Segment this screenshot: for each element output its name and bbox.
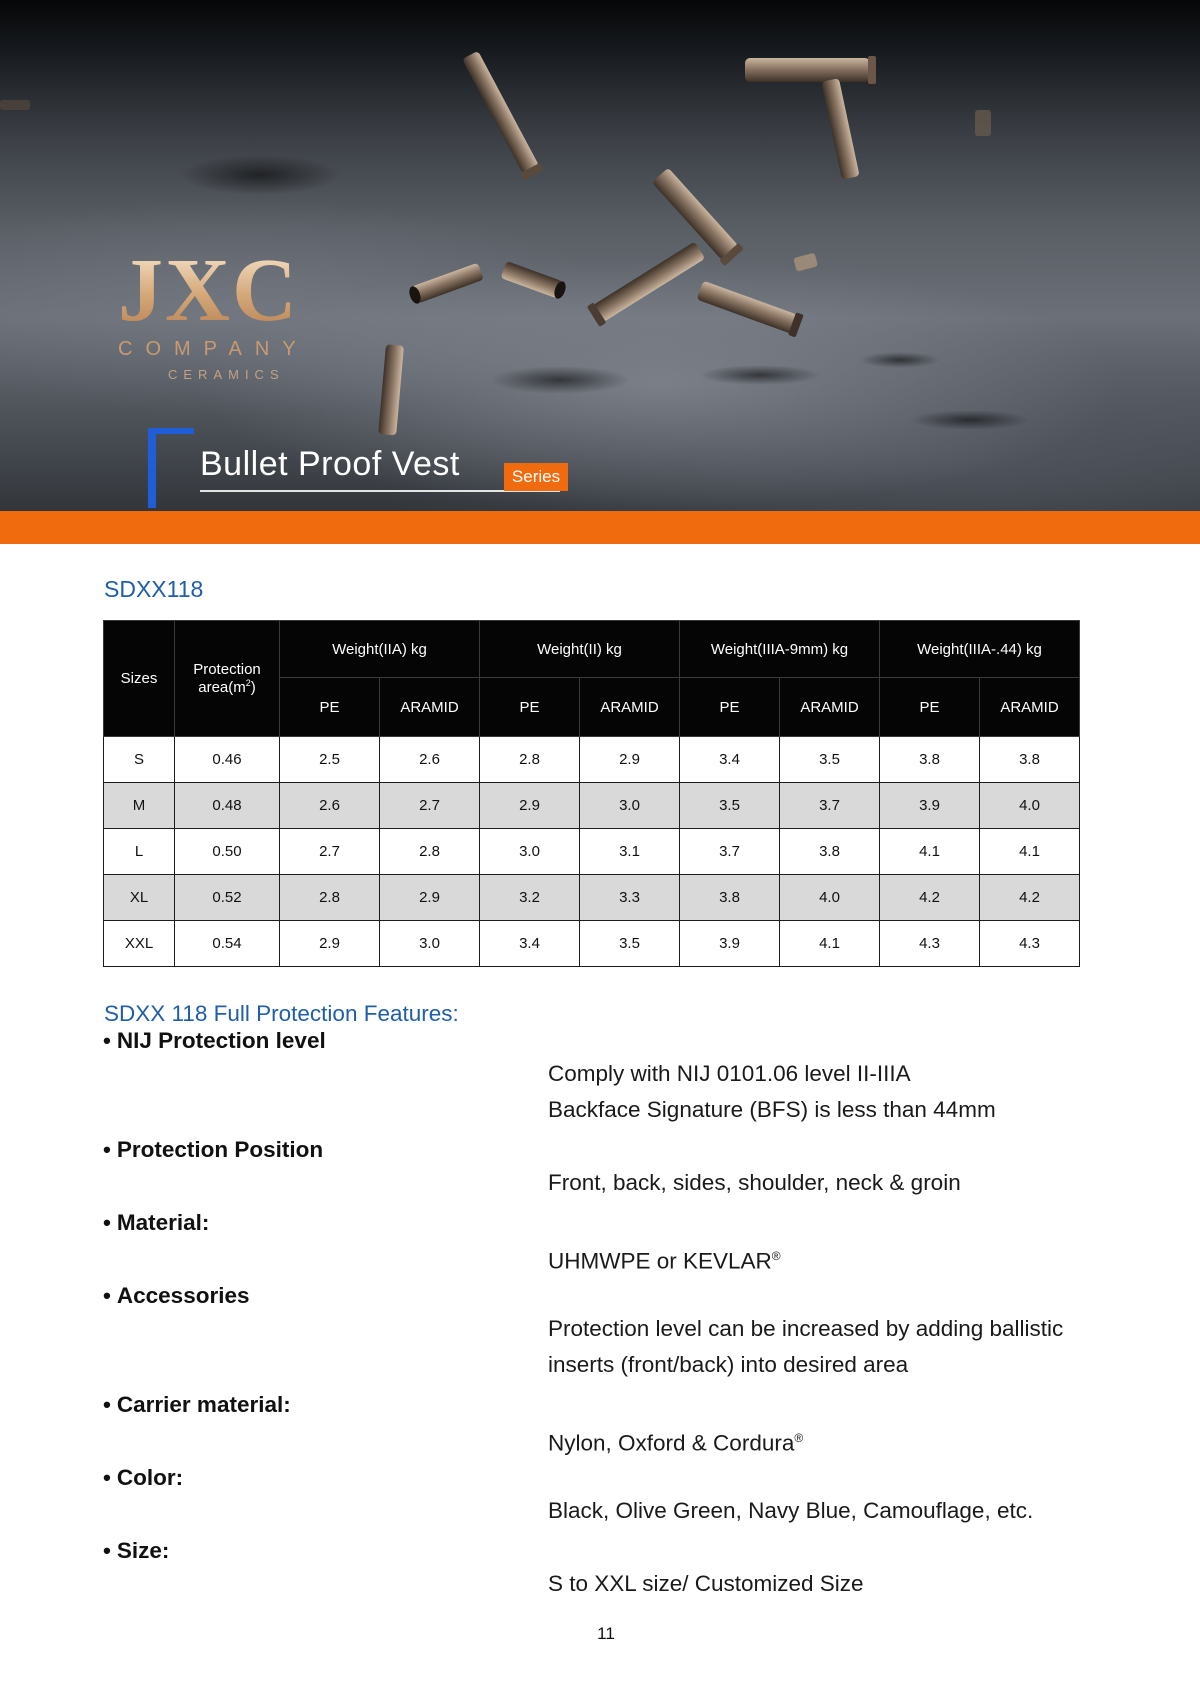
table-cell: 3.3 [580, 875, 680, 921]
feature-label-text: Protection Position [116, 1137, 324, 1162]
table-cell: 3.1 [580, 829, 680, 875]
feature-value-line: Backface Signature (BFS) is less than 44mm [548, 1097, 996, 1122]
table-cell: 2.7 [380, 783, 480, 829]
table-row [104, 875, 1080, 921]
table-cell: 3.2 [480, 875, 580, 921]
table-cell: S [104, 737, 175, 783]
feature-value-line: UHMWPE or KEVLAR [548, 1248, 772, 1274]
table-cell: 2.9 [280, 921, 380, 967]
table-cell: XXL [104, 921, 175, 967]
table-cell: 3.5 [580, 921, 680, 967]
table-cell: 2.8 [380, 829, 480, 875]
company-logo [118, 241, 338, 382]
orange-divider-band [0, 511, 1200, 544]
table-row [104, 783, 1080, 829]
logo-company-text: COMPANY [118, 338, 309, 360]
feature-value-line: Comply with NIJ 0101.06 level II-IIIA [548, 1061, 911, 1086]
subheader-pe: PE [880, 678, 980, 737]
subheader-aramid: ARAMID [380, 678, 480, 737]
table-cell: 3.4 [480, 921, 580, 967]
subheader-pe: PE [480, 678, 580, 737]
feature-value-line: Protection level can be increased by adding ballistic [548, 1316, 1064, 1341]
header-weight-iiia-9mm: Weight(IIIA-9mm) kg [680, 621, 880, 678]
weight-spec-table [103, 620, 1080, 967]
feature-value-material [548, 1238, 781, 1280]
table-row [104, 737, 1080, 783]
feature-label-size [103, 1538, 169, 1564]
feature-value-line: S to XXL size/ Customized Size [548, 1571, 864, 1596]
header-protection-area [175, 621, 280, 737]
table-cell: 4.1 [980, 829, 1080, 875]
table-cell: 3.0 [580, 783, 680, 829]
feature-value-line: inserts (front/back) into desired area [548, 1352, 909, 1377]
table-cell: 4.2 [980, 875, 1080, 921]
feature-label-text: Material: [116, 1210, 210, 1235]
table-cell: 3.8 [880, 737, 980, 783]
header-weight-ii: Weight(II) kg [480, 621, 680, 678]
title-bracket-horizontal [148, 428, 194, 434]
feature-value-color [548, 1493, 1033, 1529]
table-cell: 2.9 [480, 783, 580, 829]
bullet-dot: • [103, 1465, 111, 1490]
subheader-aramid: ARAMID [780, 678, 880, 737]
table-cell: 2.9 [580, 737, 680, 783]
table-cell: 4.0 [980, 783, 1080, 829]
table-cell: 3.0 [380, 921, 480, 967]
feature-value-size [548, 1566, 864, 1602]
header-sizes: Sizes [104, 621, 175, 737]
feature-label-text: Carrier material: [116, 1392, 291, 1417]
bullet-dot: • [103, 1283, 111, 1308]
feature-value-line: Nylon, Oxford & Cordura [548, 1430, 795, 1456]
header-weight-iiia-44: Weight(IIIA-.44) kg [880, 621, 1080, 678]
bullet-dot: • [103, 1392, 111, 1417]
features-heading: SDXX 118 Full Protection Features: [104, 1001, 459, 1026]
table-cell: 4.0 [780, 875, 880, 921]
feature-label-carrier [103, 1392, 291, 1418]
feature-value-carrier [548, 1420, 803, 1462]
table-cell: 2.5 [280, 737, 380, 783]
table-cell: 3.8 [680, 875, 780, 921]
table-cell: 2.6 [280, 783, 380, 829]
table-row [104, 829, 1080, 875]
bullet-dot: • [103, 1538, 111, 1563]
title-bracket-vertical [148, 428, 156, 508]
feature-label-accessories [103, 1283, 250, 1309]
table-cell: 2.7 [280, 829, 380, 875]
table-cell: 4.1 [880, 829, 980, 875]
header-area-close: ) [250, 679, 256, 696]
feature-label-color [103, 1465, 183, 1491]
table-cell: 3.9 [680, 921, 780, 967]
table-cell: 4.3 [880, 921, 980, 967]
header-area-sup: 2 [245, 678, 251, 688]
registered-mark: ® [771, 1249, 781, 1263]
table-cell: 4.2 [880, 875, 980, 921]
header-area-text: Protection area(m [193, 661, 261, 696]
feature-value-accessories [548, 1311, 1063, 1383]
page-title: Bullet Proof Vest [200, 445, 460, 483]
subheader-pe: PE [680, 678, 780, 737]
table-cell: 0.46 [175, 737, 280, 783]
subheader-aramid: ARAMID [980, 678, 1080, 737]
table-cell: 3.9 [880, 783, 980, 829]
feature-label-text: Accessories [116, 1283, 250, 1308]
table-cell: 3.8 [980, 737, 1080, 783]
table-cell: 3.5 [680, 783, 780, 829]
registered-mark: ® [794, 1431, 804, 1445]
page-number: 11 [597, 1624, 615, 1643]
feature-label-text: Size: [116, 1538, 170, 1563]
feature-value-line: Black, Olive Green, Navy Blue, Camouflage, etc. [548, 1498, 1034, 1523]
subheader-pe: PE [280, 678, 380, 737]
table-cell: 3.7 [680, 829, 780, 875]
table-cell: 3.7 [780, 783, 880, 829]
table-cell: L [104, 829, 175, 875]
bullet-dot: • [103, 1137, 111, 1162]
feature-value-nij [548, 1056, 996, 1128]
feature-label-material [103, 1210, 209, 1236]
feature-label-text: Color: [116, 1465, 184, 1490]
table-cell: 3.5 [780, 737, 880, 783]
subheader-aramid: ARAMID [580, 678, 680, 737]
feature-label-position [103, 1137, 323, 1163]
table-cell: 2.9 [380, 875, 480, 921]
table-cell: 4.1 [780, 921, 880, 967]
table-cell: 2.8 [280, 875, 380, 921]
table-cell: 0.54 [175, 921, 280, 967]
series-badge: Series [504, 463, 568, 491]
table-cell: M [104, 783, 175, 829]
feature-label-text: NIJ Protection level [116, 1028, 326, 1053]
bullet-dot: • [103, 1210, 111, 1235]
model-heading: SDXX118 [104, 576, 204, 602]
feature-value-position [548, 1165, 961, 1201]
table-cell: 3.8 [780, 829, 880, 875]
table-cell: XL [104, 875, 175, 921]
table-cell: 0.48 [175, 783, 280, 829]
header-weight-iia: Weight(IIA) kg [280, 621, 480, 678]
bullet-dot: • [103, 1028, 111, 1053]
table-cell: 2.8 [480, 737, 580, 783]
table-cell: 3.0 [480, 829, 580, 875]
hero-banner [0, 0, 1200, 512]
logo-wordmark: JXC [118, 250, 338, 332]
table-cell: 2.6 [380, 737, 480, 783]
table-row [104, 921, 1080, 967]
feature-label-nij [103, 1028, 326, 1054]
logo-ceramics-text: CERAMICS [168, 367, 285, 382]
table-cell: 4.3 [980, 921, 1080, 967]
table-cell: 0.52 [175, 875, 280, 921]
table-cell: 0.50 [175, 829, 280, 875]
table-cell: 3.4 [680, 737, 780, 783]
feature-value-line: Front, back, sides, shoulder, neck & groin [548, 1170, 961, 1195]
